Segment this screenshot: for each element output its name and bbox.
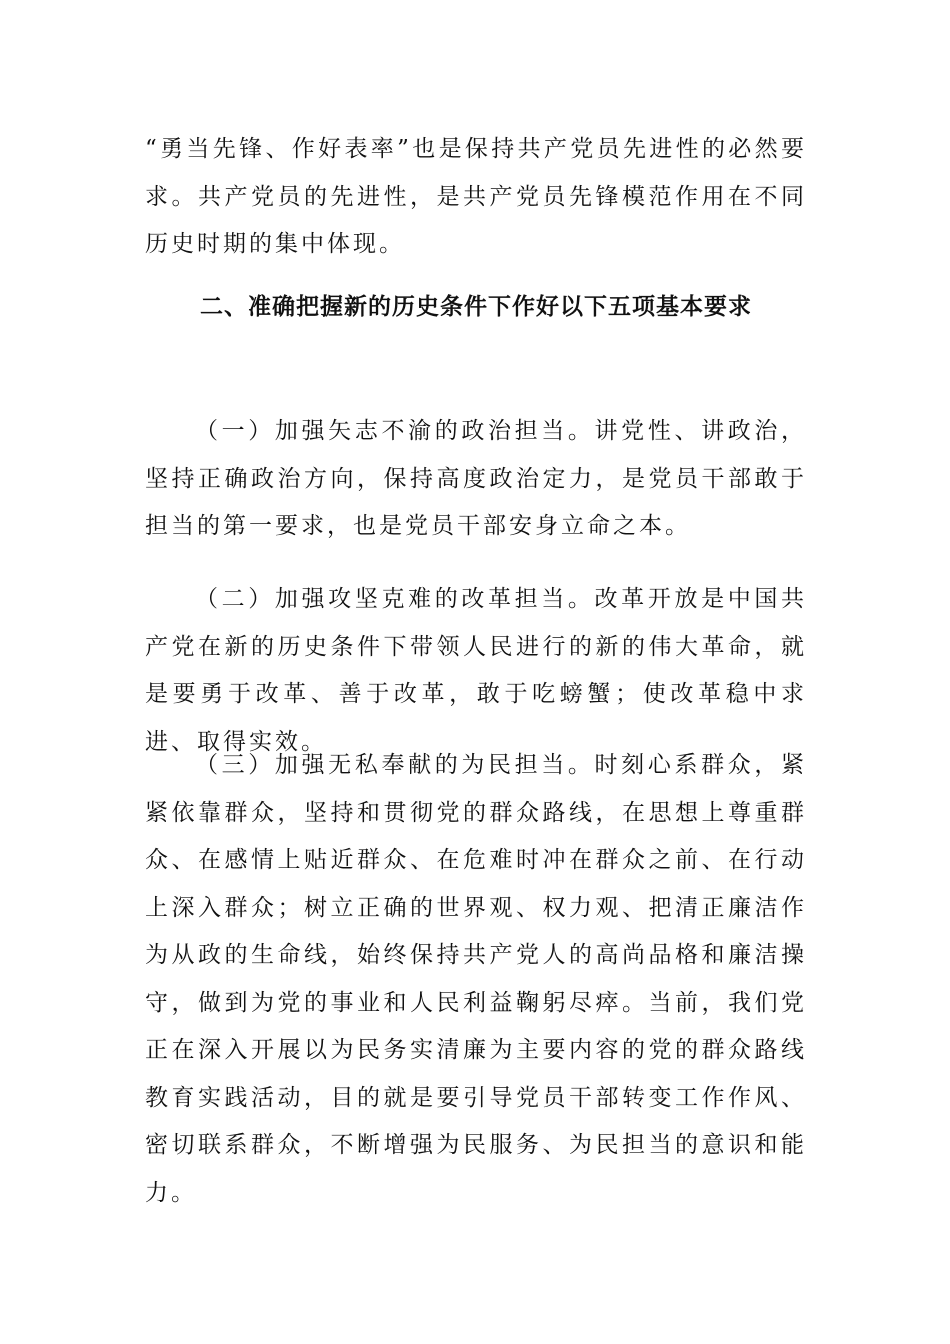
section-heading: 二、准确把握新的历史条件下作好以下五项基本要求 <box>200 294 752 320</box>
requirement-paragraph-1: （一）加强矢志不渝的政治担当。讲党性、讲政治，坚持正确政治方向，保持高度政治定力，是党员干部敢于担当的第一要求，也是党员干部安身立命之本。 <box>145 418 807 539</box>
intro-paragraph: “勇当先锋、作好表率”也是保持共产党员先进性的必然要求。共产党员的先进性，是共产党员先锋模范作用在不同历史时期的集中体现。 <box>145 136 807 257</box>
requirement-paragraph-3: （三）加强无私奉献的为民担当。时刻心系群众，紧紧依靠群众，坚持和贯彻党的群众路线，在思想上尊重群众、在感情上贴近群众、在危难时冲在群众之前、在行动上深入群众；树立正确的世界观、权力观、把清正廉洁作为从政的生命线，始终保持共产党人的高尚品格和廉洁操守，做到为党的事业和人民利益鞠躬尽瘁。当前，我们党正在深入开展以为民务实清廉为主要内容的党的群众路线教育实践活动，目的就是要引导党员干部转变工作作风、密切联系群众，不断增强为民服务、为民担当的意识和能力。 <box>145 752 807 1206</box>
requirement-paragraph-2: （二）加强攻坚克难的改革担当。改革开放是中国共产党在新的历史条件下带领人民进行的新的伟大革命，就是要勇于改革、善于改革，敢于吃螃蟹；使改革稳中求进、取得实效。 <box>145 586 807 755</box>
